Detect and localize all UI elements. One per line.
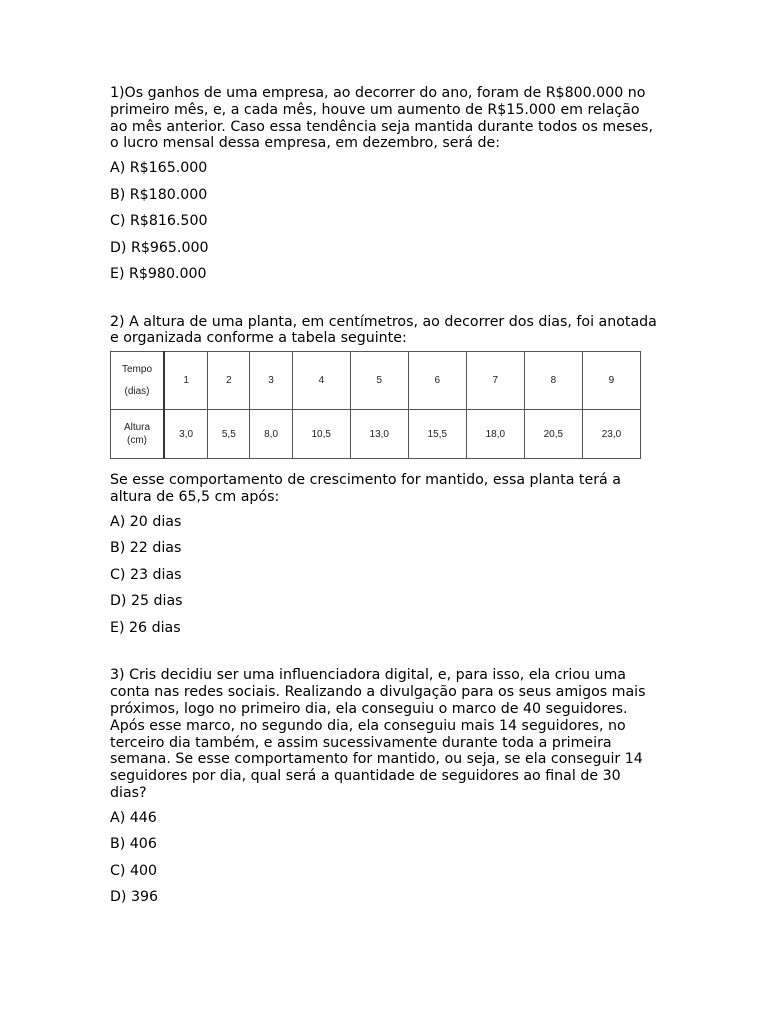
header-height-unit: (cm) [127, 435, 147, 447]
stem-line: e organizada conforme a tabela seguinte: [110, 330, 407, 347]
header-time-unit: (dias) [124, 385, 150, 397]
stem-line: ao mês anterior. Caso essa tendência seja mantida durante todos os meses, [110, 118, 653, 135]
option-c: C) 400 [110, 862, 158, 879]
stem-line: primeiro mês, e, a cada mês, houve um aumento de R$15.000 em relação [110, 101, 640, 118]
option-d: D) 25 dias [110, 593, 183, 610]
option-b: B) 22 dias [110, 540, 182, 557]
option-b: B) 406 [110, 836, 157, 853]
option-e: E) R$980.000 [110, 266, 207, 283]
table-row-days [111, 352, 641, 410]
question-2-options [110, 514, 670, 647]
option-b: B) R$180.000 [110, 186, 208, 203]
question-1-options [110, 160, 670, 293]
document-page [110, 85, 670, 916]
table-cell: 15,5 [408, 410, 466, 459]
table-header-height [111, 410, 165, 459]
stem-line: seguidores por dia, qual será a quantidade de seguidores ao final de 30 [110, 768, 621, 785]
question-3-options [110, 810, 670, 916]
question-2-prompt [110, 472, 670, 506]
table-cell: 3,0 [164, 410, 208, 459]
stem-line: 2) A altura de uma planta, em centímetros, ao decorrer dos dias, foi anotada [110, 313, 657, 330]
question-1-stem [110, 85, 670, 152]
table-cell: 8,0 [250, 410, 292, 459]
option-d: D) 396 [110, 889, 159, 906]
table-cell: 3 [250, 352, 292, 410]
table-cell: 7 [466, 352, 524, 410]
growth-table [110, 351, 641, 459]
question-1 [110, 85, 670, 293]
stem-line: o lucro mensal dessa empresa, em dezembro, será de: [110, 135, 501, 152]
table-cell: 23,0 [582, 410, 640, 459]
stem-line: semana. Se esse comportamento for mantido, ou seja, se ela conseguir 14 [110, 751, 643, 768]
option-a: A) R$165.000 [110, 160, 208, 177]
stem-line: Se esse comportamento de crescimento for mantido, essa planta terá a [110, 472, 621, 489]
table-cell: 8 [524, 352, 582, 410]
question-2-stem [110, 314, 670, 348]
table-cell: 9 [582, 352, 640, 410]
question-3-stem [110, 667, 670, 801]
table-cell: 4 [292, 352, 350, 410]
stem-line: conta nas redes sociais. Realizando a divulgação para os seus amigos mais [110, 684, 646, 701]
option-a: A) 20 dias [110, 513, 182, 530]
option-d: D) R$965.000 [110, 239, 209, 256]
table-cell: 5 [350, 352, 408, 410]
option-e: E) 26 dias [110, 619, 181, 636]
option-a: A) 446 [110, 809, 157, 826]
stem-line: altura de 65,5 cm após: [110, 489, 280, 506]
stem-line: 1)Os ganhos de uma empresa, ao decorrer do ano, foram de R$800.000 no [110, 85, 646, 101]
stem-line: Após esse marco, no segundo dia, ela conseguiu mais 14 seguidores, no [110, 717, 626, 734]
stem-line: 3) Cris decidiu ser uma influenciadora digital, e, para isso, ela criou uma [110, 667, 626, 684]
stem-line: dias? [110, 784, 147, 801]
table-cell: 2 [208, 352, 250, 410]
table-cell: 10,5 [292, 410, 350, 459]
table-row-heights [111, 410, 641, 459]
growth-table-image [110, 351, 641, 459]
option-c: C) 23 dias [110, 566, 182, 583]
header-height-label: Altura [123, 422, 151, 434]
header-time-label: Tempo [121, 363, 152, 375]
table-header-time [111, 352, 165, 410]
question-3 [110, 667, 670, 915]
table-cell: 20,5 [524, 410, 582, 459]
table-cell: 6 [408, 352, 466, 410]
option-c: C) R$816.500 [110, 213, 208, 230]
table-cell: 5,5 [208, 410, 250, 459]
stem-line: próximos, logo no primeiro dia, ela conseguiu o marco de 40 seguidores. [110, 700, 628, 717]
question-2 [110, 314, 670, 647]
table-cell: 13,0 [350, 410, 408, 459]
table-cell: 1 [164, 352, 208, 410]
table-cell: 18,0 [466, 410, 524, 459]
stem-line: terceiro dia também, e assim sucessivamente durante toda a primeira [110, 734, 612, 751]
